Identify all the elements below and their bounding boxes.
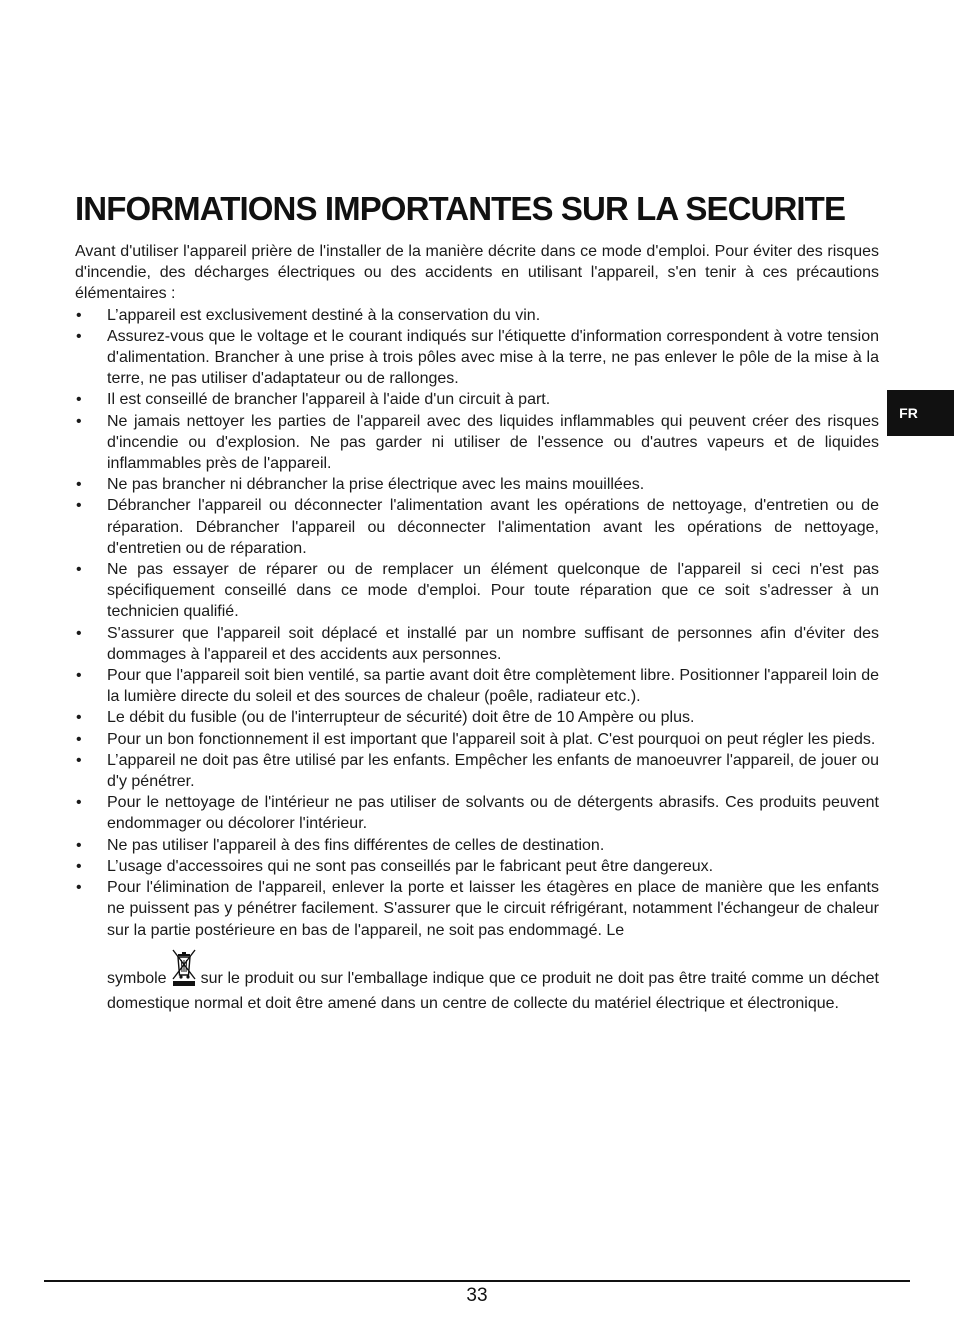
page-number: 33 — [466, 1285, 488, 1306]
list-item — [75, 707, 879, 728]
list-item-text: Il est conseillé de brancher l'appareil à l'aide d'un circuit à part. — [107, 391, 551, 409]
language-tab-label: FR — [899, 405, 918, 421]
list-item-text: L’usage d'accessoires qui ne sont pas conseillés par le fabricant peut être dangereux. — [107, 857, 714, 875]
list-item — [75, 474, 879, 495]
list-item-disposal — [75, 877, 879, 1014]
list-item — [75, 835, 879, 856]
list-item-text: S'assurer que l'appareil soit déplacé et installé par un nombre suffisant de personnes afin d'éviter des dommages à l'appareil et des accidents aux personnes. — [107, 624, 879, 663]
symbol-description: sur le produit ou sur l'emballage indique que ce produit ne doit pas être traité comme un déchet domestique normal et doit être amené dans un centre de collecte du matériel électrique et électronique. — [107, 969, 879, 1012]
list-item-text: Ne pas brancher ni débrancher la prise électrique avec les mains mouillées. — [107, 476, 645, 494]
bullet: • — [76, 327, 82, 345]
bullet: • — [76, 412, 82, 430]
bullet: • — [76, 624, 82, 642]
disposal-symbol-paragraph — [107, 949, 879, 1014]
bullet: • — [76, 476, 82, 494]
list-item — [75, 856, 879, 877]
symbol-word: symbole — [107, 969, 167, 987]
list-item-text: Ne pas essayer de réparer ou de remplacer un élément quelconque de l'appareil si ceci n'est pas spécifiquement conseillé dans ce mode d'emploi. Pour toute réparation que ce soit s'adresser à un technicien qualifié. — [107, 561, 879, 621]
list-item-text: Le débit du fusible (ou de l'interrupteur de sécurité) doit être de 10 Ampère ou plus. — [107, 709, 695, 727]
page-title: INFORMATIONS IMPORTANTES SUR LA SECURITE — [75, 190, 846, 227]
list-item-text: Débrancher l'appareil ou déconnecter l'alimentation avant les opérations de nettoyage, d'entretien ou de réparation. Débrancher l'appareil ou déconnecter l'alimentation avant les opérations de nettoyage, d'entretien ou de réparation. — [107, 497, 879, 557]
bullet: • — [76, 879, 82, 897]
list-item-text: Pour l'élimination de l'appareil, enlever la porte et laisser les étagères en place de manière que les enfants ne puissent pas y pénétrer facilement. S'assurer que le circuit réfrigérant, notamment l'échangeur de chaleur sur la partie postérieure en bas de l'appareil, ne soit pas endommagé. Le — [107, 879, 879, 939]
safety-list — [75, 305, 879, 1015]
bullet: • — [76, 730, 82, 748]
bullet: • — [76, 306, 82, 324]
list-item — [75, 750, 879, 792]
bullet: • — [76, 561, 82, 579]
list-item — [75, 623, 879, 665]
language-tab — [887, 390, 954, 436]
list-item — [75, 305, 879, 326]
list-item-text: Ne pas utiliser l'appareil à des fins différentes de celles de destination. — [107, 836, 605, 854]
footer-divider — [44, 1280, 910, 1282]
bullet: • — [76, 667, 82, 685]
list-item — [75, 495, 879, 559]
safety-content — [75, 241, 879, 1014]
bullet: • — [76, 751, 82, 769]
list-item-text: Pour que l'appareil soit bien ventilé, sa partie avant doit être complètement libre. Positionner l'appareil loin de la lumière directe du soleil et des sources de chaleur (poêle, radiateur etc.). — [107, 667, 879, 706]
bullet: • — [76, 794, 82, 812]
list-item-text: Pour un bon fonctionnement il est important que l'appareil soit à plat. C'est pourquoi on peut régler les pieds. — [107, 730, 876, 748]
crossed-out-wheelie-bin-icon — [171, 949, 197, 993]
list-item — [75, 729, 879, 750]
list-item-text: Pour le nettoyage de l'intérieur ne pas utiliser de solvants ou de détergents abrasifs. Ces produits peuvent endommager ou décolorer l'intérieur. — [107, 794, 879, 833]
bullet: • — [76, 709, 82, 727]
bullet: • — [76, 391, 82, 409]
list-item — [75, 665, 879, 707]
list-item — [75, 411, 879, 475]
list-item-text: Ne jamais nettoyer les parties de l'appareil avec des liquides inflammables qui peuvent créer des risques d'incendie ou d'explosion. Ne pas garder ni utiliser de l'essence ou d'autres vapeurs et de liquides inflammables près de l'appareil. — [107, 412, 879, 473]
list-item — [75, 389, 879, 410]
intro-paragraph: Avant d'utiliser l'appareil prière de l'installer de la manière décrite dans ce mode d'emploi. Pour éviter des risques d'incendie, des décharges électriques ou des accidents en utilisant l'appareil, s'en tenir à ces précautions élémentaires : — [75, 243, 879, 303]
list-item — [75, 326, 879, 390]
list-item — [75, 792, 879, 834]
bullet: • — [76, 836, 82, 854]
bullet: • — [76, 497, 82, 515]
list-item-text: L’appareil ne doit pas être utilisé par les enfants. Empêcher les enfants de manoeuvrer l'appareil, de jouer ou d'y pénétrer. — [107, 751, 879, 791]
list-item-text: L’appareil est exclusivement destiné à la conservation du vin. — [107, 306, 541, 324]
bullet: • — [76, 857, 82, 875]
list-item — [75, 559, 879, 623]
list-item-text: Assurez-vous que le voltage et le courant indiqués sur l'étiquette d'information correspondent à votre tension d'alimentation. Brancher à une prise à trois pôles avec mise à la terre, ne pas enlever le pôle de la mise à la terre, ne pas utiliser d'adaptateur ou de rallonges. — [107, 327, 879, 388]
